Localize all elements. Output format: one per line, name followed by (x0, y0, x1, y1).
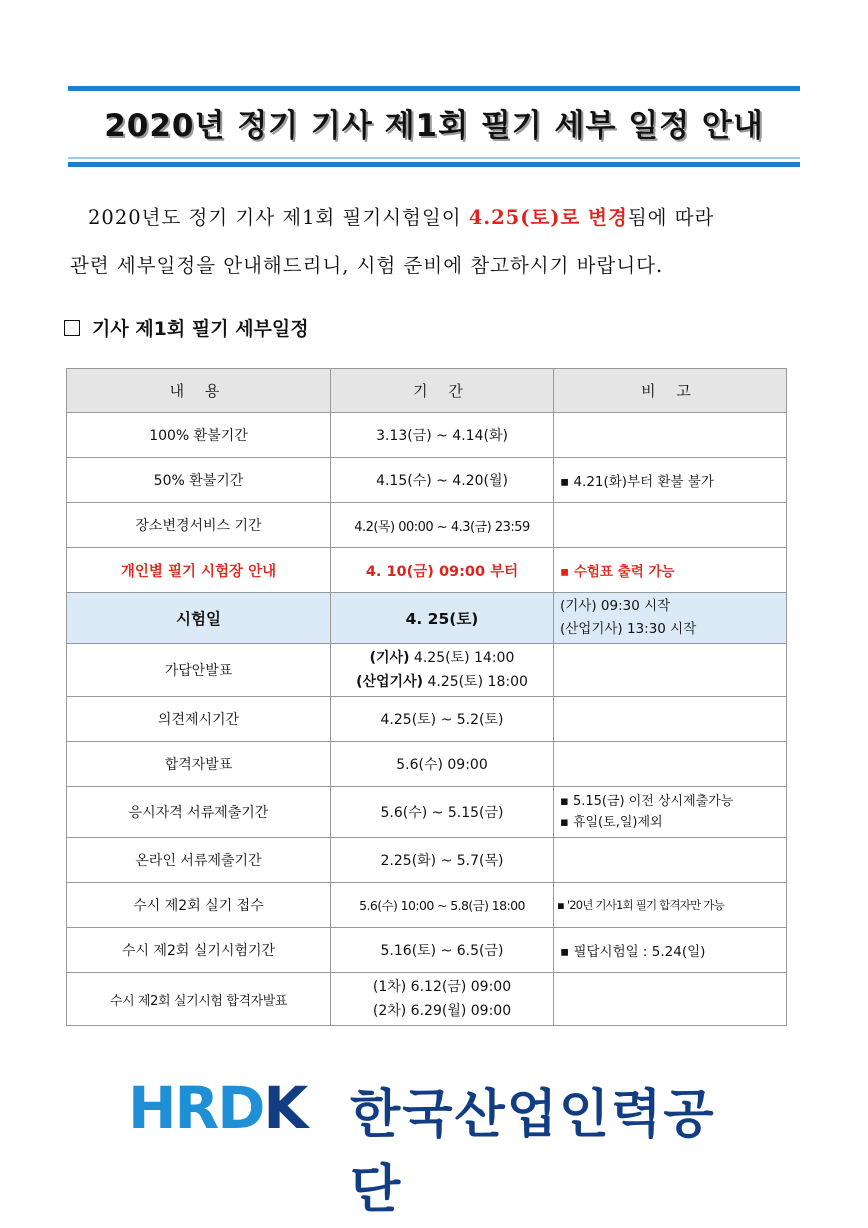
schedule-table (66, 368, 787, 1026)
period-line (337, 670, 547, 694)
note-line: (기사) 09:30 시작 (560, 598, 671, 614)
table-row (67, 973, 787, 1026)
row-period: 5.16(토) ~ 6.5(금) (331, 928, 554, 973)
row-period: 4.25(토) ~ 5.2(토) (331, 697, 554, 742)
org-name: 한국산업인력공단 (350, 1085, 716, 1220)
intro-text: 2020년도 정기 기사 제1회 필기시험일이 (88, 206, 469, 229)
table-row-exam-day (67, 593, 787, 644)
row-note (554, 742, 787, 787)
row-content: 의견제시기간 (67, 697, 331, 742)
row-content: 100% 환불기간 (67, 413, 331, 458)
row-note: ▪ '20년 기사1회 필기 합격자만 가능 (554, 883, 787, 928)
row-note (554, 787, 787, 838)
row-period: 3.13(금) ~ 4.14(화) (331, 413, 554, 458)
title-rule-bottom (68, 162, 800, 167)
header-note: 비 고 (554, 369, 787, 413)
row-period (331, 644, 554, 697)
section-heading (64, 314, 309, 341)
intro-highlight: 4.25(토)로 변경 (468, 206, 628, 229)
hrdk-logo (128, 1070, 748, 1220)
row-content: 수시 제2회 실기시험 합격자발표 (67, 973, 331, 1026)
table-row (67, 697, 787, 742)
row-content: 개인별 필기 시험장 안내 (67, 548, 331, 593)
row-note (554, 413, 787, 458)
row-content: 수시 제2회 실기시험기간 (67, 928, 331, 973)
table-row (67, 787, 787, 838)
note-line: ▪ 휴일(토,일)제외 (560, 815, 663, 830)
table-row (67, 458, 787, 503)
row-period: 4.15(수) ~ 4.20(월) (331, 458, 554, 503)
row-period: 4.2(목) 00:00 ~ 4.3(금) 23:59 (331, 503, 554, 548)
row-period: 4. 10(금) 09:00 부터 (331, 548, 554, 593)
row-period: 5.6(수) 10:00 ~ 5.8(금) 18:00 (331, 883, 554, 928)
hrdk-mark-letters: HRD (128, 1074, 264, 1142)
row-content: 장소변경서비스 기간 (67, 503, 331, 548)
title-rule-top (68, 86, 800, 91)
row-note (554, 973, 787, 1026)
intro-line-2: 관련 세부일정을 안내해드리니, 시험 준비에 참고하시기 바랍니다. (70, 254, 664, 277)
table-header-row (67, 369, 787, 413)
row-content: 50% 환불기간 (67, 458, 331, 503)
table-row (67, 838, 787, 883)
period-line: (2차) 6.29(월) 09:00 (372, 1003, 512, 1019)
period-value: 4.25(토) 18:00 (423, 674, 528, 690)
period-line (337, 646, 547, 670)
row-period: 5.6(수) ~ 5.15(금) (331, 787, 554, 838)
table-row (67, 413, 787, 458)
intro-text-end: 됨에 따라 (627, 206, 715, 229)
page-title: 2020년 정기 기사 제1회 필기 세부 일정 안내 (104, 108, 764, 144)
table-row-highlight (67, 548, 787, 593)
period-value: 4.25(토) 14:00 (409, 650, 515, 666)
row-content: 시험일 (67, 593, 331, 644)
row-period: 5.6(수) 09:00 (331, 742, 554, 787)
table-row (67, 742, 787, 787)
row-note (554, 697, 787, 742)
header-content: 내 용 (67, 369, 331, 413)
table-row (67, 644, 787, 697)
row-note (554, 503, 787, 548)
row-period: 2.25(화) ~ 5.7(목) (331, 838, 554, 883)
note-line: (산업기사) 13:30 시작 (560, 621, 697, 637)
note-line: ▪ 5.15(금) 이전 상시제출가능 (560, 794, 734, 809)
row-content: 가답안발표 (67, 644, 331, 697)
table-row (67, 928, 787, 973)
intro-line-1 (70, 202, 800, 230)
row-content: 수시 제2회 실기 접수 (67, 883, 331, 928)
hrdk-mark-k: K (263, 1074, 307, 1142)
title-rule-thin (68, 157, 800, 159)
row-note: ▪ 수험표 출력 가능 (554, 548, 787, 593)
table-row (67, 503, 787, 548)
hrdk-mark (128, 1074, 306, 1142)
period-label: (기사) (369, 650, 410, 666)
row-note (554, 593, 787, 644)
row-period: 4. 25(토) (331, 593, 554, 644)
row-content: 응시자격 서류제출기간 (67, 787, 331, 838)
table-row (67, 883, 787, 928)
row-content: 온라인 서류제출기간 (67, 838, 331, 883)
period-label: (산업기사) (356, 674, 424, 690)
title-banner (68, 86, 800, 168)
header-period: 기 간 (331, 369, 554, 413)
row-note: ▪ 4.21(화)부터 환불 불가 (554, 458, 787, 503)
checkbox-square-icon (64, 320, 80, 336)
row-note: ▪ 필답시험일 : 5.24(일) (554, 928, 787, 973)
period-line: (1차) 6.12(금) 09:00 (372, 979, 512, 995)
section-title: 기사 제1회 필기 세부일정 (92, 318, 309, 340)
row-period (331, 973, 554, 1026)
row-content: 합격자발표 (67, 742, 331, 787)
row-note (554, 838, 787, 883)
row-note (554, 644, 787, 697)
